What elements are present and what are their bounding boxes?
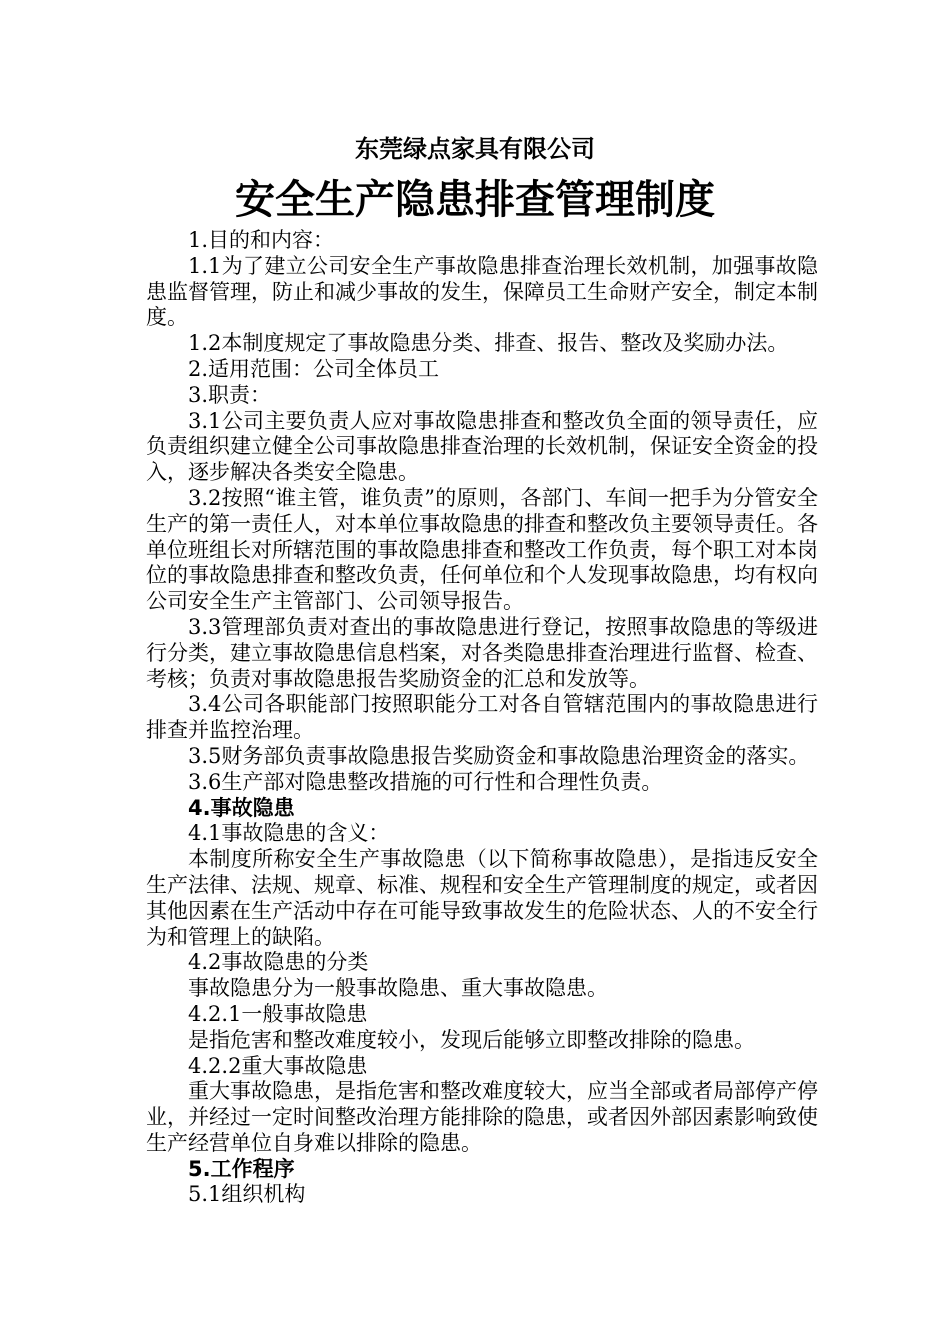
section-heading: 5.工作程序 — [188, 1156, 295, 1181]
paragraph: 3.2按照“谁主管，谁负责”的原则，各部门、车间一把手为分管安全生产的第一责任人，对本单位事故隐患的排查和整改负主要领导责任。各单位班组长对所辖范围的事故隐患排查和整改工作负责，每个职工对本岗位的事故隐患排查和整改负责，任何单位和个人发现事故隐患，均有权向公司安全生产主管部门、公司领导报告。 — [146, 485, 818, 614]
paragraph: 4.2.2重大事故隐患 — [188, 1053, 368, 1078]
paragraph: 3.1公司主要负责人应对事故隐患排查和整改负全面的领导责任，应负责组织建立健全公司事故隐患排查治理的长效机制，保证安全资金的投入，逐步解决各类安全隐患。 — [146, 408, 818, 485]
paragraph: 本制度所称安全生产事故隐患（以下简称事故隐患），是指违反安全生产法律、法规、规章、标准、规程和安全生产管理制度的规定，或者因其他因素在生产活动中存在可能导致事故发生的危险状态、人的不安全行为和管理上的缺陷。 — [146, 847, 818, 949]
paragraph: 2.适用范围：公司全体员工 — [188, 356, 440, 381]
paragraph: 是指危害和整改难度较小，发现后能够立即整改排除的隐患。 — [188, 1027, 755, 1052]
section-heading: 4.事故隐患 — [188, 795, 295, 820]
paragraph: 3.5财务部负责事故隐患报告奖励资金和事故隐患治理资金的落实。 — [188, 743, 810, 768]
paragraph: 4.2.1一般事故隐患 — [188, 1001, 368, 1026]
document-body — [146, 228, 818, 1208]
paragraph: 1.2本制度规定了事故隐患分类、排查、报告、整改及奖励办法。 — [188, 331, 789, 356]
paragraph: 4.2事故隐患的分类 — [188, 950, 369, 975]
company-name: 东莞绿点家具有限公司 — [355, 135, 595, 163]
paragraph: 3.职责： — [188, 382, 272, 407]
paragraph: 5.1组织机构 — [188, 1182, 306, 1207]
document-title: 安全生产隐患排查管理制度 — [235, 177, 715, 223]
paragraph: 3.4公司各职能部门按照职能分工对各自管辖范围内的事故隐患进行排查并监控治理。 — [146, 692, 818, 743]
paragraph: 3.6生产部对隐患整改措施的可行性和合理性负责。 — [188, 769, 663, 794]
paragraph: 3.3管理部负责对查出的事故隐患进行登记，按照事故隐患的等级进行分类，建立事故隐患信息档案，对各类隐患排查治理进行监督、检查、考核；负责对事故隐患报告奖励资金的汇总和发放等。 — [146, 614, 818, 691]
paragraph: 事故隐患分为一般事故隐患、重大事故隐患。 — [188, 976, 608, 1001]
paragraph: 重大事故隐患，是指危害和整改难度较大，应当全部或者局部停产停业，并经过一定时间整改治理方能排除的隐患，或者因外部因素影响致使生产经营单位自身难以排除的隐患。 — [146, 1079, 818, 1155]
paragraph: 4.1事故隐患的含义： — [188, 821, 390, 846]
paragraph: 1.1为了建立公司安全生产事故隐患排查治理长效机制，加强事故隐患监督管理，防止和减少事故的发生，保障员工生命财产安全，制定本制度。 — [146, 253, 818, 330]
paragraph: 1.目的和内容： — [188, 228, 335, 252]
